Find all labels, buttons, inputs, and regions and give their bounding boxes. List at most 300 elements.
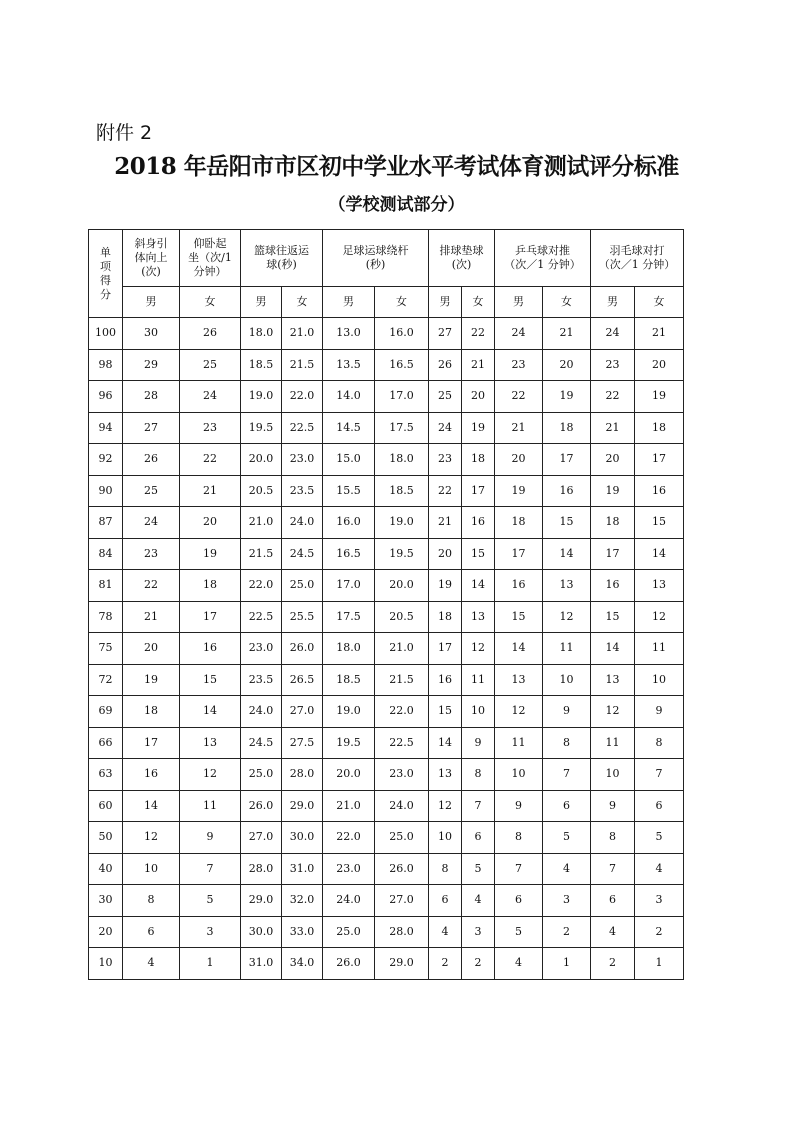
value-cell: 23 [591, 349, 635, 381]
value-cell: 11 [635, 633, 684, 665]
value-cell: 15 [462, 538, 495, 570]
value-cell: 20 [462, 381, 495, 413]
value-cell: 14 [591, 633, 635, 665]
score-cell: 69 [89, 696, 123, 728]
value-cell: 9 [462, 727, 495, 759]
score-cell: 100 [89, 318, 123, 350]
value-cell: 31.0 [282, 853, 323, 885]
table-row [89, 822, 684, 854]
value-cell: 18.5 [241, 349, 282, 381]
value-cell: 13 [591, 664, 635, 696]
value-cell: 21.0 [375, 633, 429, 665]
value-cell: 34.0 [282, 948, 323, 980]
value-cell: 21.5 [375, 664, 429, 696]
value-cell: 30 [123, 318, 180, 350]
value-cell: 10 [123, 853, 180, 885]
value-cell: 19 [495, 475, 543, 507]
value-cell: 22.5 [241, 601, 282, 633]
score-cell: 90 [89, 475, 123, 507]
value-cell: 12 [180, 759, 241, 791]
value-cell: 29.0 [241, 885, 282, 917]
value-cell: 14 [429, 727, 462, 759]
value-cell: 19 [462, 412, 495, 444]
value-cell: 7 [462, 790, 495, 822]
score-cell: 60 [89, 790, 123, 822]
value-cell: 2 [462, 948, 495, 980]
score-cell: 96 [89, 381, 123, 413]
value-cell: 28.0 [375, 916, 429, 948]
value-cell: 22 [462, 318, 495, 350]
table-row [89, 853, 684, 885]
value-cell: 27 [429, 318, 462, 350]
value-cell: 16 [495, 570, 543, 602]
value-cell: 23 [180, 412, 241, 444]
table-row [89, 948, 684, 980]
gender-header: 女 [282, 287, 323, 318]
value-cell: 9 [635, 696, 684, 728]
value-cell: 2 [429, 948, 462, 980]
value-cell: 15.5 [323, 475, 375, 507]
value-cell: 9 [180, 822, 241, 854]
score-cell: 87 [89, 507, 123, 539]
value-cell: 1 [635, 948, 684, 980]
score-cell: 84 [89, 538, 123, 570]
event-header: 足球运球绕杆 (秒) [323, 230, 429, 287]
value-cell: 24 [495, 318, 543, 350]
value-cell: 5 [495, 916, 543, 948]
value-cell: 15 [543, 507, 591, 539]
value-cell: 12 [635, 601, 684, 633]
value-cell: 4 [495, 948, 543, 980]
value-cell: 6 [591, 885, 635, 917]
value-cell: 30.0 [282, 822, 323, 854]
value-cell: 14.5 [323, 412, 375, 444]
value-cell: 25 [123, 475, 180, 507]
value-cell: 18.0 [241, 318, 282, 350]
value-cell: 6 [543, 790, 591, 822]
value-cell: 23.5 [282, 475, 323, 507]
value-cell: 29.0 [375, 948, 429, 980]
value-cell: 29.0 [282, 790, 323, 822]
gender-header: 男 [123, 287, 180, 318]
value-cell: 10 [543, 664, 591, 696]
value-cell: 20 [591, 444, 635, 476]
table-row [89, 633, 684, 665]
value-cell: 19 [180, 538, 241, 570]
value-cell: 8 [495, 822, 543, 854]
value-cell: 9 [495, 790, 543, 822]
table-row [89, 790, 684, 822]
value-cell: 4 [635, 853, 684, 885]
value-cell: 22 [180, 444, 241, 476]
value-cell: 11 [591, 727, 635, 759]
value-cell: 21 [591, 412, 635, 444]
value-cell: 24.0 [241, 696, 282, 728]
value-cell: 28.0 [282, 759, 323, 791]
value-cell: 20.0 [241, 444, 282, 476]
event-header: 羽毛球对打 （次／1 分钟） [591, 230, 684, 287]
gender-header: 男 [429, 287, 462, 318]
value-cell: 16.0 [375, 318, 429, 350]
value-cell: 19.5 [375, 538, 429, 570]
value-cell: 8 [543, 727, 591, 759]
value-cell: 12 [543, 601, 591, 633]
value-cell: 21 [495, 412, 543, 444]
value-cell: 2 [543, 916, 591, 948]
value-cell: 12 [429, 790, 462, 822]
value-cell: 21.0 [241, 507, 282, 539]
value-cell: 19.0 [375, 507, 429, 539]
value-cell: 22.5 [375, 727, 429, 759]
value-cell: 24.0 [375, 790, 429, 822]
table-row [89, 664, 684, 696]
document-subtitle: （学校测试部分） [328, 195, 465, 215]
value-cell: 22.0 [375, 696, 429, 728]
value-cell: 17.5 [323, 601, 375, 633]
value-cell: 16 [543, 475, 591, 507]
value-cell: 24 [180, 381, 241, 413]
value-cell: 18 [462, 444, 495, 476]
value-cell: 13.5 [323, 349, 375, 381]
value-cell: 22.0 [241, 570, 282, 602]
value-cell: 12 [462, 633, 495, 665]
value-cell: 18 [495, 507, 543, 539]
gender-header: 女 [543, 287, 591, 318]
table-row [89, 727, 684, 759]
score-header: 单 项 得 分 [89, 230, 123, 318]
value-cell: 18 [591, 507, 635, 539]
value-cell: 17 [543, 444, 591, 476]
value-cell: 13 [635, 570, 684, 602]
value-cell: 13 [180, 727, 241, 759]
table-row [89, 538, 684, 570]
value-cell: 5 [635, 822, 684, 854]
value-cell: 25 [429, 381, 462, 413]
value-cell: 20 [543, 349, 591, 381]
value-cell: 12 [495, 696, 543, 728]
value-cell: 27.0 [241, 822, 282, 854]
value-cell: 21.0 [323, 790, 375, 822]
value-cell: 17 [495, 538, 543, 570]
value-cell: 14 [180, 696, 241, 728]
value-cell: 15 [495, 601, 543, 633]
value-cell: 8 [123, 885, 180, 917]
gender-header: 女 [180, 287, 241, 318]
value-cell: 16.5 [375, 349, 429, 381]
value-cell: 6 [462, 822, 495, 854]
table-row [89, 601, 684, 633]
value-cell: 18 [429, 601, 462, 633]
value-cell: 5 [180, 885, 241, 917]
value-cell: 22.5 [282, 412, 323, 444]
value-cell: 19 [123, 664, 180, 696]
value-cell: 26.0 [241, 790, 282, 822]
event-header: 斜身引 体向上 (次) [123, 230, 180, 287]
score-cell: 81 [89, 570, 123, 602]
scoring-table [88, 229, 684, 980]
value-cell: 10 [591, 759, 635, 791]
value-cell: 24 [123, 507, 180, 539]
gender-header: 男 [323, 287, 375, 318]
value-cell: 25.0 [375, 822, 429, 854]
value-cell: 8 [635, 727, 684, 759]
value-cell: 23.0 [241, 633, 282, 665]
value-cell: 29 [123, 349, 180, 381]
value-cell: 16 [123, 759, 180, 791]
value-cell: 17 [180, 601, 241, 633]
value-cell: 20.5 [375, 601, 429, 633]
score-cell: 66 [89, 727, 123, 759]
value-cell: 13.0 [323, 318, 375, 350]
value-cell: 22 [495, 381, 543, 413]
value-cell: 14 [543, 538, 591, 570]
value-cell: 4 [123, 948, 180, 980]
value-cell: 20.5 [241, 475, 282, 507]
value-cell: 18.0 [375, 444, 429, 476]
value-cell: 25.5 [282, 601, 323, 633]
score-cell: 20 [89, 916, 123, 948]
value-cell: 25 [180, 349, 241, 381]
value-cell: 22 [123, 570, 180, 602]
value-cell: 9 [591, 790, 635, 822]
value-cell: 23 [429, 444, 462, 476]
value-cell: 22 [591, 381, 635, 413]
value-cell: 18 [123, 696, 180, 728]
value-cell: 22 [429, 475, 462, 507]
value-cell: 14.0 [323, 381, 375, 413]
value-cell: 16.5 [323, 538, 375, 570]
value-cell: 24 [429, 412, 462, 444]
value-cell: 6 [495, 885, 543, 917]
value-cell: 8 [591, 822, 635, 854]
table-row [89, 759, 684, 791]
value-cell: 5 [543, 822, 591, 854]
value-cell: 16 [591, 570, 635, 602]
value-cell: 14 [462, 570, 495, 602]
score-cell: 78 [89, 601, 123, 633]
score-cell: 30 [89, 885, 123, 917]
value-cell: 11 [462, 664, 495, 696]
value-cell: 16 [180, 633, 241, 665]
score-cell: 72 [89, 664, 123, 696]
value-cell: 10 [462, 696, 495, 728]
score-cell: 92 [89, 444, 123, 476]
value-cell: 15 [429, 696, 462, 728]
value-cell: 19.5 [323, 727, 375, 759]
value-cell: 15 [180, 664, 241, 696]
value-cell: 19 [429, 570, 462, 602]
event-header: 仰卧起 坐（次/1 分钟） [180, 230, 241, 287]
value-cell: 20.0 [375, 570, 429, 602]
value-cell: 17 [429, 633, 462, 665]
table-row [89, 412, 684, 444]
value-cell: 22.0 [282, 381, 323, 413]
value-cell: 23 [495, 349, 543, 381]
score-cell: 98 [89, 349, 123, 381]
value-cell: 7 [543, 759, 591, 791]
value-cell: 20 [180, 507, 241, 539]
score-cell: 94 [89, 412, 123, 444]
value-cell: 18 [180, 570, 241, 602]
value-cell: 19 [591, 475, 635, 507]
value-cell: 9 [543, 696, 591, 728]
value-cell: 2 [591, 948, 635, 980]
value-cell: 17 [123, 727, 180, 759]
value-cell: 20 [123, 633, 180, 665]
value-cell: 6 [123, 916, 180, 948]
value-cell: 16 [429, 664, 462, 696]
value-cell: 4 [462, 885, 495, 917]
value-cell: 11 [180, 790, 241, 822]
value-cell: 23 [123, 538, 180, 570]
gender-header: 男 [591, 287, 635, 318]
table-row [89, 696, 684, 728]
value-cell: 14 [123, 790, 180, 822]
value-cell: 28.0 [241, 853, 282, 885]
value-cell: 26.0 [375, 853, 429, 885]
gender-header: 女 [635, 287, 684, 318]
value-cell: 21.5 [241, 538, 282, 570]
value-cell: 6 [429, 885, 462, 917]
value-cell: 27.0 [282, 696, 323, 728]
value-cell: 12 [123, 822, 180, 854]
value-cell: 18.0 [323, 633, 375, 665]
value-cell: 30.0 [241, 916, 282, 948]
value-cell: 20.0 [323, 759, 375, 791]
table-row [89, 381, 684, 413]
gender-header: 女 [375, 287, 429, 318]
table-row [89, 318, 684, 350]
table-row [89, 916, 684, 948]
value-cell: 3 [635, 885, 684, 917]
value-cell: 18.5 [375, 475, 429, 507]
score-cell: 40 [89, 853, 123, 885]
value-cell: 4 [591, 916, 635, 948]
value-cell: 17 [635, 444, 684, 476]
event-header: 乒乓球对推 （次／1 分钟） [495, 230, 591, 287]
gender-header: 男 [241, 287, 282, 318]
value-cell: 21 [123, 601, 180, 633]
value-cell: 3 [462, 916, 495, 948]
value-cell: 17.5 [375, 412, 429, 444]
table-body [89, 318, 684, 980]
document-title: 2018 年岳阳市市区初中学业水平考试体育测试评分标准 [114, 153, 679, 180]
event-header: 篮球往返运 球(秒) [241, 230, 323, 287]
value-cell: 7 [495, 853, 543, 885]
value-cell: 19.0 [241, 381, 282, 413]
table-row [89, 444, 684, 476]
value-cell: 13 [429, 759, 462, 791]
value-cell: 20 [429, 538, 462, 570]
value-cell: 23.0 [282, 444, 323, 476]
value-cell: 19 [635, 381, 684, 413]
value-cell: 25.0 [323, 916, 375, 948]
value-cell: 23.0 [323, 853, 375, 885]
value-cell: 27.5 [282, 727, 323, 759]
value-cell: 23.5 [241, 664, 282, 696]
value-cell: 16 [462, 507, 495, 539]
value-cell: 31.0 [241, 948, 282, 980]
value-cell: 19.5 [241, 412, 282, 444]
value-cell: 17 [462, 475, 495, 507]
value-cell: 23.0 [375, 759, 429, 791]
value-cell: 7 [635, 759, 684, 791]
value-cell: 3 [543, 885, 591, 917]
event-header: 排球垫球 (次) [429, 230, 495, 287]
value-cell: 25.0 [241, 759, 282, 791]
value-cell: 10 [429, 822, 462, 854]
gender-header: 男 [495, 287, 543, 318]
value-cell: 11 [543, 633, 591, 665]
value-cell: 4 [543, 853, 591, 885]
value-cell: 14 [495, 633, 543, 665]
value-cell: 10 [635, 664, 684, 696]
table-header [89, 230, 684, 318]
value-cell: 25.0 [282, 570, 323, 602]
value-cell: 5 [462, 853, 495, 885]
value-cell: 21 [429, 507, 462, 539]
score-cell: 63 [89, 759, 123, 791]
value-cell: 3 [180, 916, 241, 948]
value-cell: 14 [635, 538, 684, 570]
value-cell: 8 [429, 853, 462, 885]
value-cell: 19.0 [323, 696, 375, 728]
value-cell: 2 [635, 916, 684, 948]
value-cell: 28 [123, 381, 180, 413]
score-cell: 50 [89, 822, 123, 854]
value-cell: 26.0 [323, 948, 375, 980]
value-cell: 21 [543, 318, 591, 350]
value-cell: 27 [123, 412, 180, 444]
value-cell: 7 [180, 853, 241, 885]
score-cell: 75 [89, 633, 123, 665]
value-cell: 24 [591, 318, 635, 350]
value-cell: 15 [635, 507, 684, 539]
value-cell: 21.0 [282, 318, 323, 350]
value-cell: 20 [495, 444, 543, 476]
value-cell: 15 [591, 601, 635, 633]
value-cell: 17 [591, 538, 635, 570]
value-cell: 26.5 [282, 664, 323, 696]
table-row [89, 475, 684, 507]
attachment-label: 附件 2 [96, 122, 153, 144]
value-cell: 13 [462, 601, 495, 633]
value-cell: 16.0 [323, 507, 375, 539]
gender-header: 女 [462, 287, 495, 318]
value-cell: 24.0 [282, 507, 323, 539]
score-cell: 10 [89, 948, 123, 980]
value-cell: 17.0 [375, 381, 429, 413]
value-cell: 1 [543, 948, 591, 980]
table-row [89, 507, 684, 539]
value-cell: 26 [180, 318, 241, 350]
value-cell: 26.0 [282, 633, 323, 665]
value-cell: 10 [495, 759, 543, 791]
value-cell: 7 [591, 853, 635, 885]
value-cell: 15.0 [323, 444, 375, 476]
value-cell: 18.5 [323, 664, 375, 696]
table-row [89, 885, 684, 917]
value-cell: 13 [543, 570, 591, 602]
value-cell: 21.5 [282, 349, 323, 381]
value-cell: 26 [123, 444, 180, 476]
table-row [89, 570, 684, 602]
value-cell: 21 [635, 318, 684, 350]
value-cell: 4 [429, 916, 462, 948]
value-cell: 22.0 [323, 822, 375, 854]
value-cell: 1 [180, 948, 241, 980]
value-cell: 24.0 [323, 885, 375, 917]
